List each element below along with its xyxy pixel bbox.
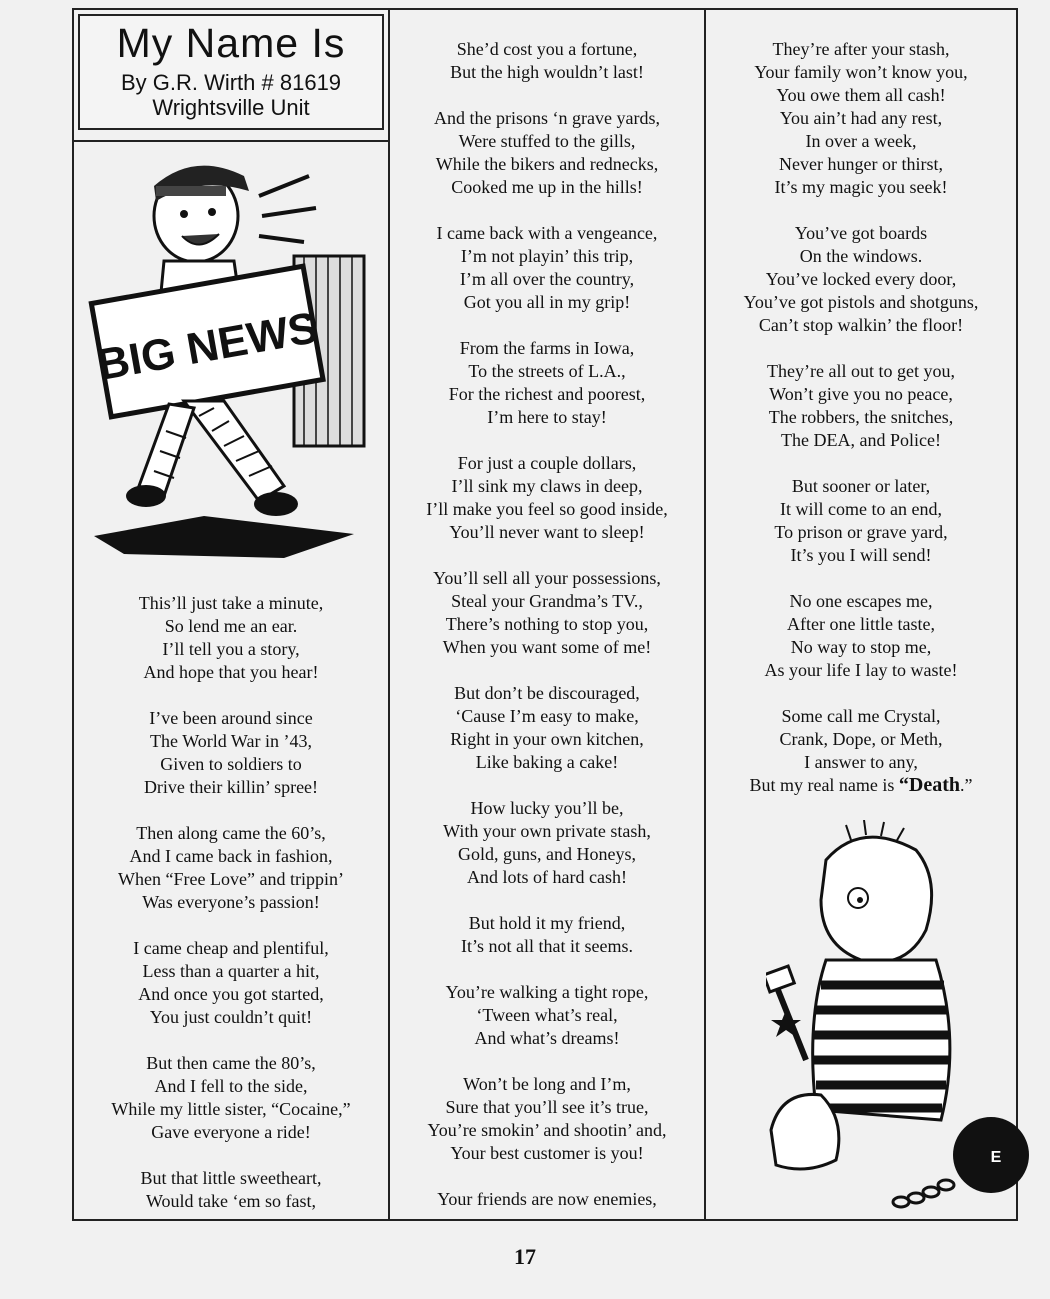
stanza (74, 707, 388, 799)
poem-line: Crank, Dope, or Meth, (779, 729, 943, 749)
poem-line: Can’t stop walkin’ the floor! (758, 315, 964, 335)
poem-line: When “Free Love” and trippin’ (118, 869, 344, 889)
poem-line: They’re all out to get you, (767, 361, 955, 381)
poem-line: You’ve got boards (794, 223, 928, 243)
title-box (78, 14, 384, 130)
poem-line: For the richest and poorest, (448, 384, 646, 404)
svg-text:E: E (990, 1149, 1002, 1166)
poem-line: Some call me Crystal, (781, 706, 941, 726)
poem-final-line (706, 774, 1016, 797)
poem-line: Your friends are now enemies, (437, 1189, 657, 1209)
poem-line: She’d cost you a fortune, (456, 39, 638, 59)
final-line-end: .” (960, 775, 973, 795)
poem-line: And once you got started, (138, 984, 324, 1004)
column-3 (706, 10, 1016, 1219)
poem-line: To prison or grave yard, (774, 522, 948, 542)
poem-line: Given to soldiers to (160, 754, 302, 774)
stanza (390, 682, 704, 774)
stanza (390, 222, 704, 314)
column-2 (390, 10, 706, 1219)
poem-line: Less than a quarter a hit, (142, 961, 320, 981)
poem-line: Never hunger or thirst, (779, 154, 943, 174)
poem-line: You’ll sell all your possessions, (433, 568, 661, 588)
poem-line: Your best customer is you! (450, 1143, 644, 1163)
poem-line: There’s nothing to stop you, (445, 614, 649, 634)
poem-line: Won’t give you no peace, (769, 384, 953, 404)
poem-line: But hold it my friend, (468, 913, 626, 933)
newsboy-illustration (84, 146, 384, 586)
stanza (74, 592, 388, 684)
stanza (390, 567, 704, 659)
stanza (390, 912, 704, 958)
poem-line: How lucky you’ll be, (470, 798, 624, 818)
poem-line: I’ll tell you a story, (162, 639, 300, 659)
poem-line: And what’s dreams! (474, 1028, 620, 1048)
stanza (390, 1073, 704, 1165)
poem-line: It will come to an end, (780, 499, 942, 519)
poem-line: From the farms in Iowa, (459, 338, 635, 358)
poem-line: You ain’t had any rest, (779, 108, 943, 128)
poem-line: ‘Cause I’m easy to make, (455, 706, 639, 726)
poem-line: Would take ‘em so fast, (145, 1191, 316, 1211)
poem-title: My Name Is (116, 20, 346, 66)
column-3-stanzas (706, 38, 1016, 820)
poem-line: Sure that you’ll see it’s true, (445, 1097, 649, 1117)
poem-line: And I came back in fashion, (129, 846, 333, 866)
stanza (74, 1052, 388, 1144)
stanza (390, 1188, 704, 1211)
poem-line: When you want some of me! (442, 637, 652, 657)
poem-line: To the streets of L.A., (468, 361, 626, 381)
poem-line: While the bikers and rednecks, (435, 154, 659, 174)
stanza (706, 590, 1016, 682)
poem-line: For just a couple dollars, (457, 453, 637, 473)
poem-line: Was everyone’s passion! (142, 892, 320, 912)
stanza (74, 1167, 388, 1213)
poem-line: It’s not all that it seems. (461, 936, 633, 956)
author-unit: Wrightsville Unit (152, 95, 310, 120)
poem-line: I came back with a vengeance, (436, 223, 658, 243)
stanza (390, 38, 704, 84)
poem-line: As your life I lay to waste! (764, 660, 958, 680)
poem-line: I’m here to stay! (487, 407, 607, 427)
stanza (390, 337, 704, 429)
column-1 (74, 10, 390, 1219)
poem-line: While my little sister, “Cocaine,” (111, 1099, 351, 1119)
poem-line: After one little taste, (787, 614, 935, 634)
poem-line: You’ll never want to sleep! (449, 522, 645, 542)
final-line-text: But my real name is (749, 775, 899, 795)
stanza (706, 705, 1016, 797)
stanza (390, 797, 704, 889)
poem-line: Got you all in my grip! (463, 292, 631, 312)
poem-line: Gave everyone a ride! (151, 1122, 311, 1142)
poem-author: By G.R. Wirth # 81619 (120, 70, 342, 95)
poem-line: With your own private stash, (443, 821, 651, 841)
poem-line: But that little sweetheart, (140, 1168, 322, 1188)
poem-line: Steal your Grandma’s TV., (451, 591, 643, 611)
poem-line: So lend me an ear. (164, 616, 298, 636)
poem-line: But the high wouldn’t last! (450, 62, 644, 82)
poem-line: You’ve locked every door, (765, 269, 957, 289)
poem-line: The robbers, the snitches, (768, 407, 954, 427)
poem-line: Cooked me up in the hills! (451, 177, 643, 197)
poem-line: But then came the 80’s, (146, 1053, 316, 1073)
stanza (706, 38, 1016, 199)
page-frame (72, 8, 1018, 1221)
stanza (390, 107, 704, 199)
poem-line: Drive their killin’ spree! (143, 777, 319, 797)
big-news-sign: BIG NEWS (93, 303, 322, 390)
poem-line: You just couldn’t quit! (149, 1007, 313, 1027)
poem-line: They’re after your stash, (772, 39, 950, 59)
poem-line: I’ll sink my claws in deep, (451, 476, 643, 496)
poem-line: Then along came the 60’s, (136, 823, 326, 843)
poem-line: ‘Tween what’s real, (476, 1005, 618, 1025)
stanza (74, 937, 388, 1029)
poem-line: I’m all over the country, (459, 269, 635, 289)
poem-line: You’ve got pistols and shotguns, (743, 292, 979, 312)
poem-line: The World War in ’43, (150, 731, 312, 751)
page-number: 17 (514, 1244, 536, 1269)
poem-line: No one escapes me, (789, 591, 933, 611)
final-line-emphasis: “Death (898, 774, 961, 796)
poem-line: And lots of hard cash! (467, 867, 627, 887)
column-2-stanzas (390, 38, 704, 1234)
poem-line: I answer to any, (804, 752, 918, 772)
poem-line: In over a week, (805, 131, 917, 151)
poem-line: You’re walking a tight rope, (445, 982, 649, 1002)
poem-line: I’ve been around since (149, 708, 313, 728)
poem-line: And I fell to the side, (154, 1076, 308, 1096)
poem-line: You’re smokin’ and shootin’ and, (427, 1120, 667, 1140)
stanza (390, 981, 704, 1050)
poem-line: On the windows. (799, 246, 923, 266)
poem-line: The DEA, and Police! (781, 430, 941, 450)
poem-line: Your family won’t know you, (754, 62, 968, 82)
poem-line: I came cheap and plentiful, (133, 938, 329, 958)
prisoner-illustration (766, 820, 1036, 1220)
column-1-stanzas (74, 592, 388, 1236)
header-divider (74, 140, 388, 142)
stanza (390, 452, 704, 544)
poem-line: And hope that you hear! (143, 662, 319, 682)
poem-line: No way to stop me, (790, 637, 932, 657)
poem-line: But don’t be discouraged, (454, 683, 640, 703)
poem-line: Gold, guns, and Honeys, (458, 844, 636, 864)
poem-line: Were stuffed to the gills, (458, 131, 636, 151)
poem-line: Won’t be long and I’m, (463, 1074, 631, 1094)
poem-line: Right in your own kitchen, (450, 729, 644, 749)
stanza (706, 475, 1016, 567)
poem-line: It’s you I will send! (790, 545, 932, 565)
stanza (74, 822, 388, 914)
poem-line: And the prisons ‘n grave yards, (434, 108, 660, 128)
poem-line: It’s my magic you seek! (774, 177, 948, 197)
stanza (706, 222, 1016, 337)
poem-line: Like baking a cake! (475, 752, 619, 772)
poem-line: You owe them all cash! (776, 85, 946, 105)
poem-line: This’ll just take a minute, (138, 593, 324, 613)
poem-line: But sooner or later, (791, 476, 931, 496)
poem-line: I’m not playin’ this trip, (460, 246, 634, 266)
poem-line: I’ll make you feel so good inside, (426, 499, 668, 519)
stanza (706, 360, 1016, 452)
